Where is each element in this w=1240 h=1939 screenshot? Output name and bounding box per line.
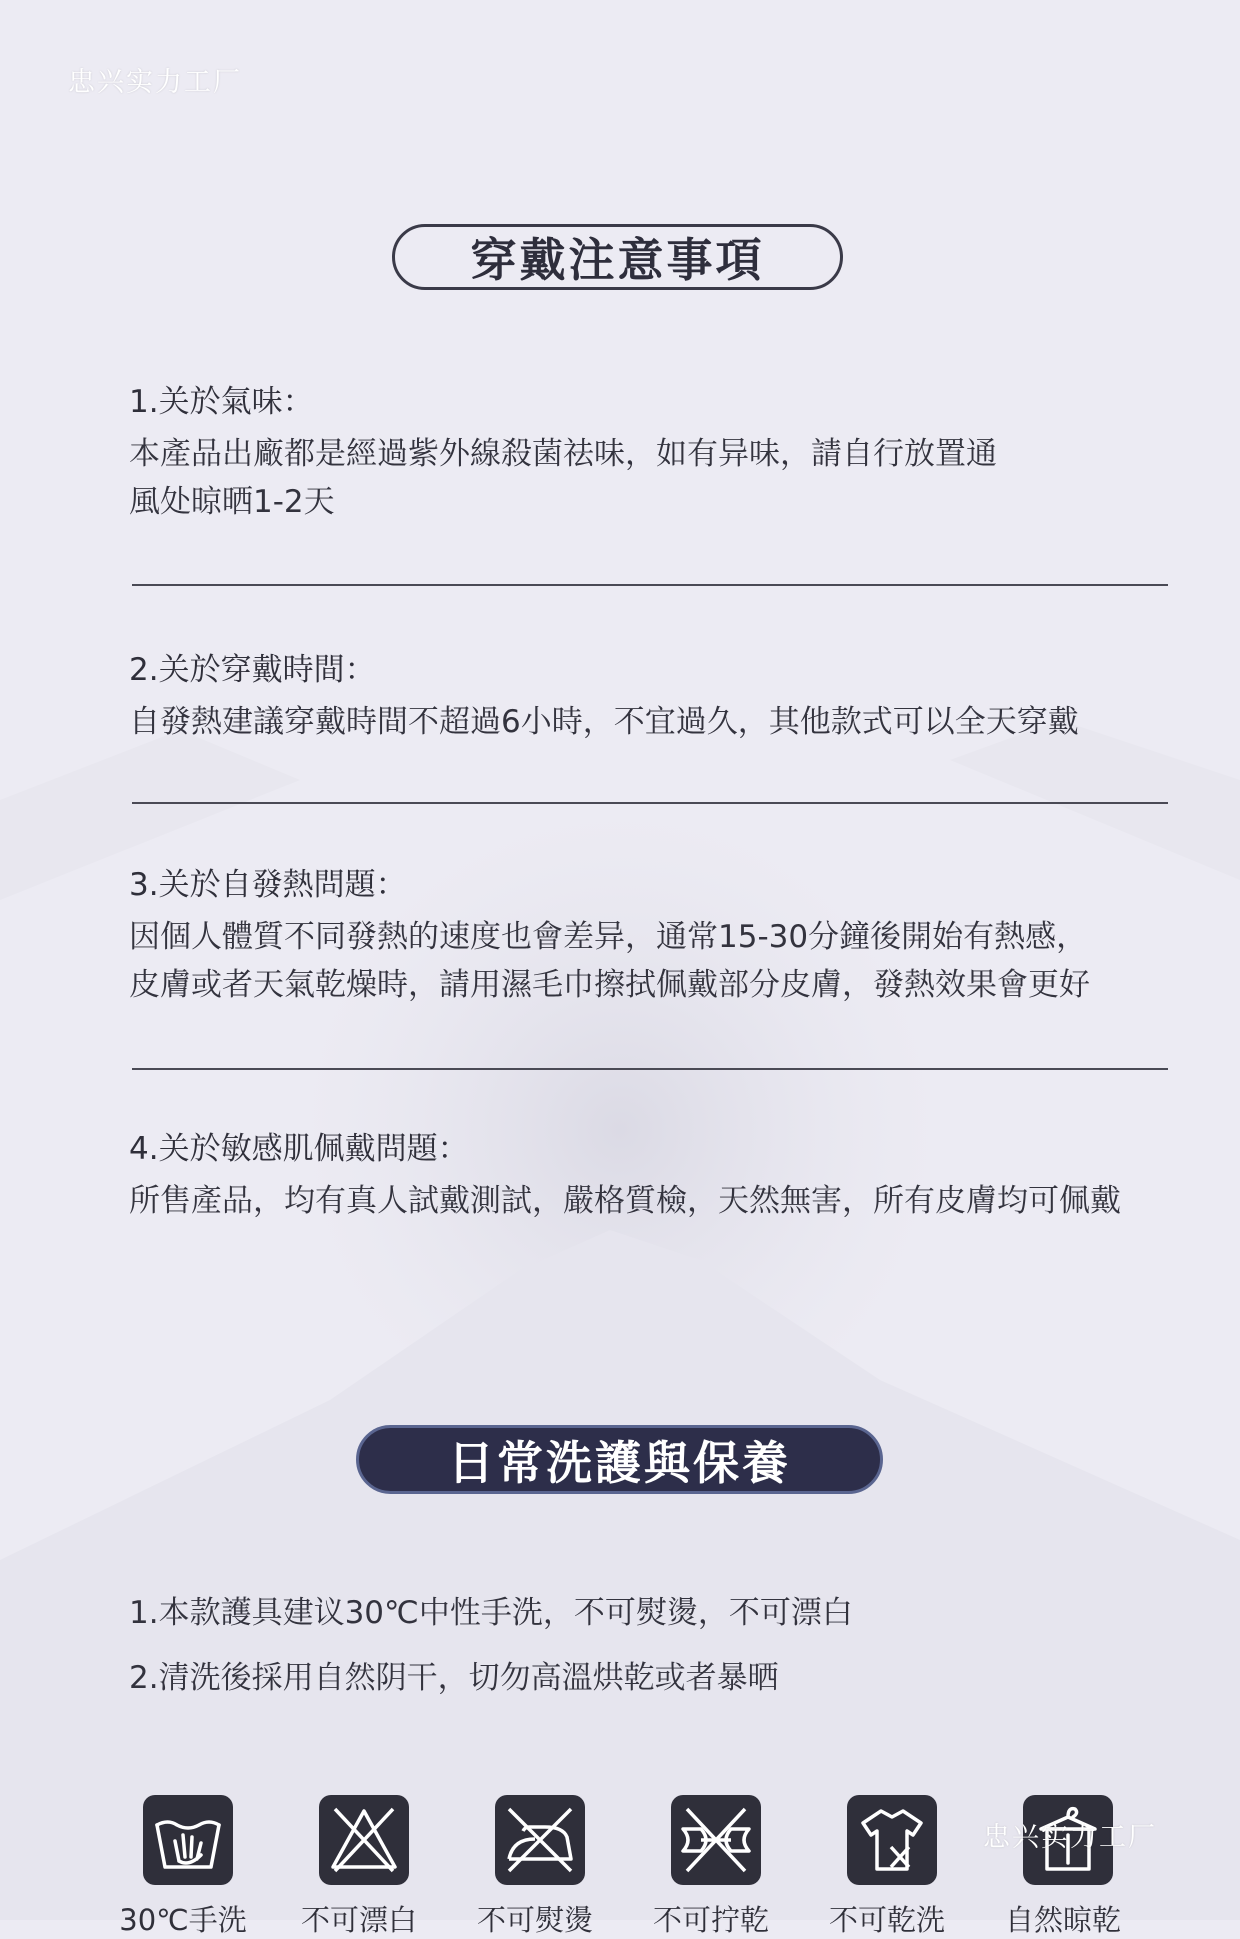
hand-wash-icon [143,1795,233,1885]
section-title-care: 日常洗護與保養 [356,1425,883,1494]
care-icon-item [98,1795,268,1937]
notice-text: 自發熱建議穿戴時間不超過6小時，不宜過久，其他款式可以全天穿戴 [129,704,1079,740]
notice-text: 因個人體質不同發熱的速度也會差异，通常15-30分鐘後開始有熱感， [129,919,1088,955]
care-icon-label: 30℃手洗 [119,1903,247,1937]
notice-item-4 [129,1130,1169,1225]
care-icon-label: 不可漂白 [300,1903,417,1937]
care-instruction-2: 2.清洗後採用自然阴干，切勿高溫烘乾或者暴晒 [129,1660,779,1696]
care-instruction-1: 1.本款護具建议30℃中性手洗，不可熨燙，不可漂白 [129,1595,853,1631]
notice-heading: 2.关於穿戴時間： [129,652,376,688]
watermark-bottom: 忠兴实力工厂 [983,1822,1157,1853]
notice-text: 本產品出廠都是經過紫外線殺菌祛味，如有异味，請自行放置通 [129,436,997,472]
divider [132,802,1168,804]
care-icon-label: 自然晾乾 [1004,1903,1121,1937]
notice-item-2 [129,651,1169,746]
notice-item-3 [129,866,1169,1009]
care-icon-label: 不可熨燙 [476,1903,593,1937]
care-icon-label: 不可拧乾 [652,1903,769,1937]
care-icon-item [274,1795,444,1937]
notice-heading: 1.关於氣味： [129,384,314,420]
notice-heading: 4.关於敏感肌佩戴問題： [129,1131,469,1167]
notice-text: 所售產品，均有真人試戴測試，嚴格質檢，天然無害，所有皮膚均可佩戴 [129,1183,1121,1219]
divider [132,1068,1168,1070]
no-tumble-dry-icon [671,1795,761,1885]
care-icon-label: 不可乾洗 [828,1903,945,1937]
notice-text: 皮膚或者天氣乾燥時，請用濕毛巾擦拭佩戴部分皮膚，發熱效果會更好 [129,967,1090,1003]
care-icon-item [802,1795,972,1937]
section-title-wearing-notes: 穿戴注意事項 [392,224,843,290]
no-iron-icon [495,1795,585,1885]
care-icon-item [978,1795,1148,1937]
notice-text: 風处晾晒1-2天 [129,484,335,520]
no-dry-clean-icon [847,1795,937,1885]
notice-heading: 3.关於自發熱問題： [129,867,407,903]
care-icons-row [0,1795,1240,1937]
watermark-top: 忠兴实力工厂 [68,67,242,98]
divider [132,584,1168,586]
care-icon-item [450,1795,620,1937]
no-bleach-icon [319,1795,409,1885]
care-icon-item [626,1795,796,1937]
notice-item-1 [129,383,1169,526]
